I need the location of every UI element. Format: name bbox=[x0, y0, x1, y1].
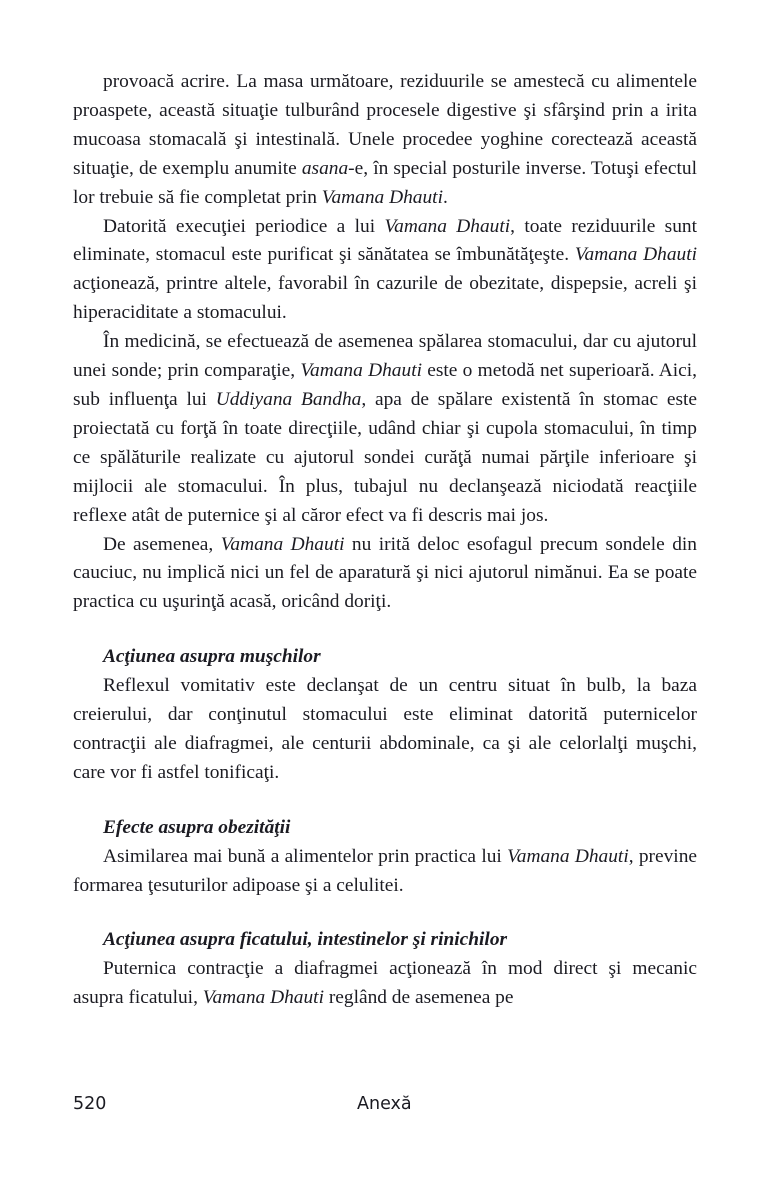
italic-term: Vamana Dhauti bbox=[220, 533, 345, 555]
running-title: Anexă bbox=[357, 1094, 412, 1114]
paragraph-obesity: Asimilarea mai bună a alimentelor prin practica lui Vamana Dhauti, previne formarea ţesuturilor adipoase şi a celulitei. bbox=[73, 845, 697, 896]
paragraph-continued: provoacă acrire. La masa următoare, reziduurile se amestecă cu alimentele proaspete, această situaţie tulburând procesele digestive şi sfârşind prin a irita mucoasa stomacală şi intestinală. Unele procedee yoghine corectează această situaţie, de exemplu anumite asana-e, în special posturile inverse. Totuşi efectul lor trebuie să fie completat prin Vamana Dhauti. bbox=[73, 71, 697, 208]
italic-term: Vamana Dhauti bbox=[384, 215, 511, 237]
italic-term: Vamana Dhauti bbox=[300, 360, 422, 382]
paragraph-liver: Puternica contracţie a diafragmei acţionează în mod direct şi mecanic asupra ficatului, Vamana Dhauti reglând de asemenea pe bbox=[73, 958, 697, 1009]
italic-term: Vamana Dhauti bbox=[202, 987, 324, 1009]
page-footer bbox=[73, 1089, 697, 1119]
heading-effects-on-obesity: Efecte asupra obezităţii bbox=[103, 816, 291, 838]
paragraph-muscles: Reflexul vomitativ este declanşat de un centru situat în bulb, la baza creierului, dar conţinutul stomacului este eliminat datorită puternicelor contracţii ale diafragmei, ale centurii abdominale, ca şi ale celorlalţi muşchi, care vor fi astfel tonificaţi. bbox=[73, 675, 697, 783]
section-spacer bbox=[73, 788, 697, 814]
italic-term: Vamana Dhauti bbox=[321, 186, 443, 208]
text-column bbox=[73, 68, 697, 1013]
paragraph-medical-comparison: În medicină, se efectuează de asemenea spălarea stomacului, dar cu ajutorul unei sonde; prin comparaţie, Vamana Dhauti este o metodă net superioară. Aici, sub influenţa lui Uddiyana Bandha, apa de spălare existentă în stomac este proiectată cu forţă în toate direcţiile, udând chiar şi cupola stomacului, în timp ce spălăturile realizate cu ajutorul sondei curăţă numai părţile inferioare şi mijlocii ale stomacului. În plus, tubajul nu declanşează niciodată reacţiile reflexe atât de puternice şi al căror efect va fi descris mai jos. bbox=[73, 331, 697, 526]
page-number: 520 bbox=[73, 1094, 107, 1114]
italic-term: Vamana Dhauti bbox=[507, 845, 629, 867]
heading-action-on-liver-intestines-kidneys: Acţiunea asupra ficatului, intestinelor şi rinichilor bbox=[103, 929, 508, 951]
section-spacer bbox=[73, 900, 697, 926]
paragraph-esophagus: De asemenea, Vamana Dhauti nu irită deloc esofagul precum sondele din cauciuc, nu implică nici un fel de aparatură şi nici ajutorul nimănui. Ea se poate practica cu uşurinţă acasă, oricând doriţi. bbox=[73, 533, 697, 613]
section-spacer bbox=[73, 617, 697, 643]
paragraph-benefits: Datorită execuţiei periodice a lui Vamana Dhauti, toate reziduurile sunt eliminate, stomacul este purificat şi sănătatea se îmbunătăţeşte. Vamana Dhauti acţionează, printre altele, favorabil în cazurile de obezitate, dispepsie, acreli şi hiperaciditate a stomacului. bbox=[73, 215, 697, 324]
italic-term: Vamana Dhauti bbox=[574, 244, 697, 266]
heading-action-on-muscles: Acţiunea asupra muşchilor bbox=[103, 646, 321, 668]
italic-term: Uddiyana Bandha bbox=[215, 388, 362, 410]
italic-term: asana bbox=[301, 157, 349, 179]
